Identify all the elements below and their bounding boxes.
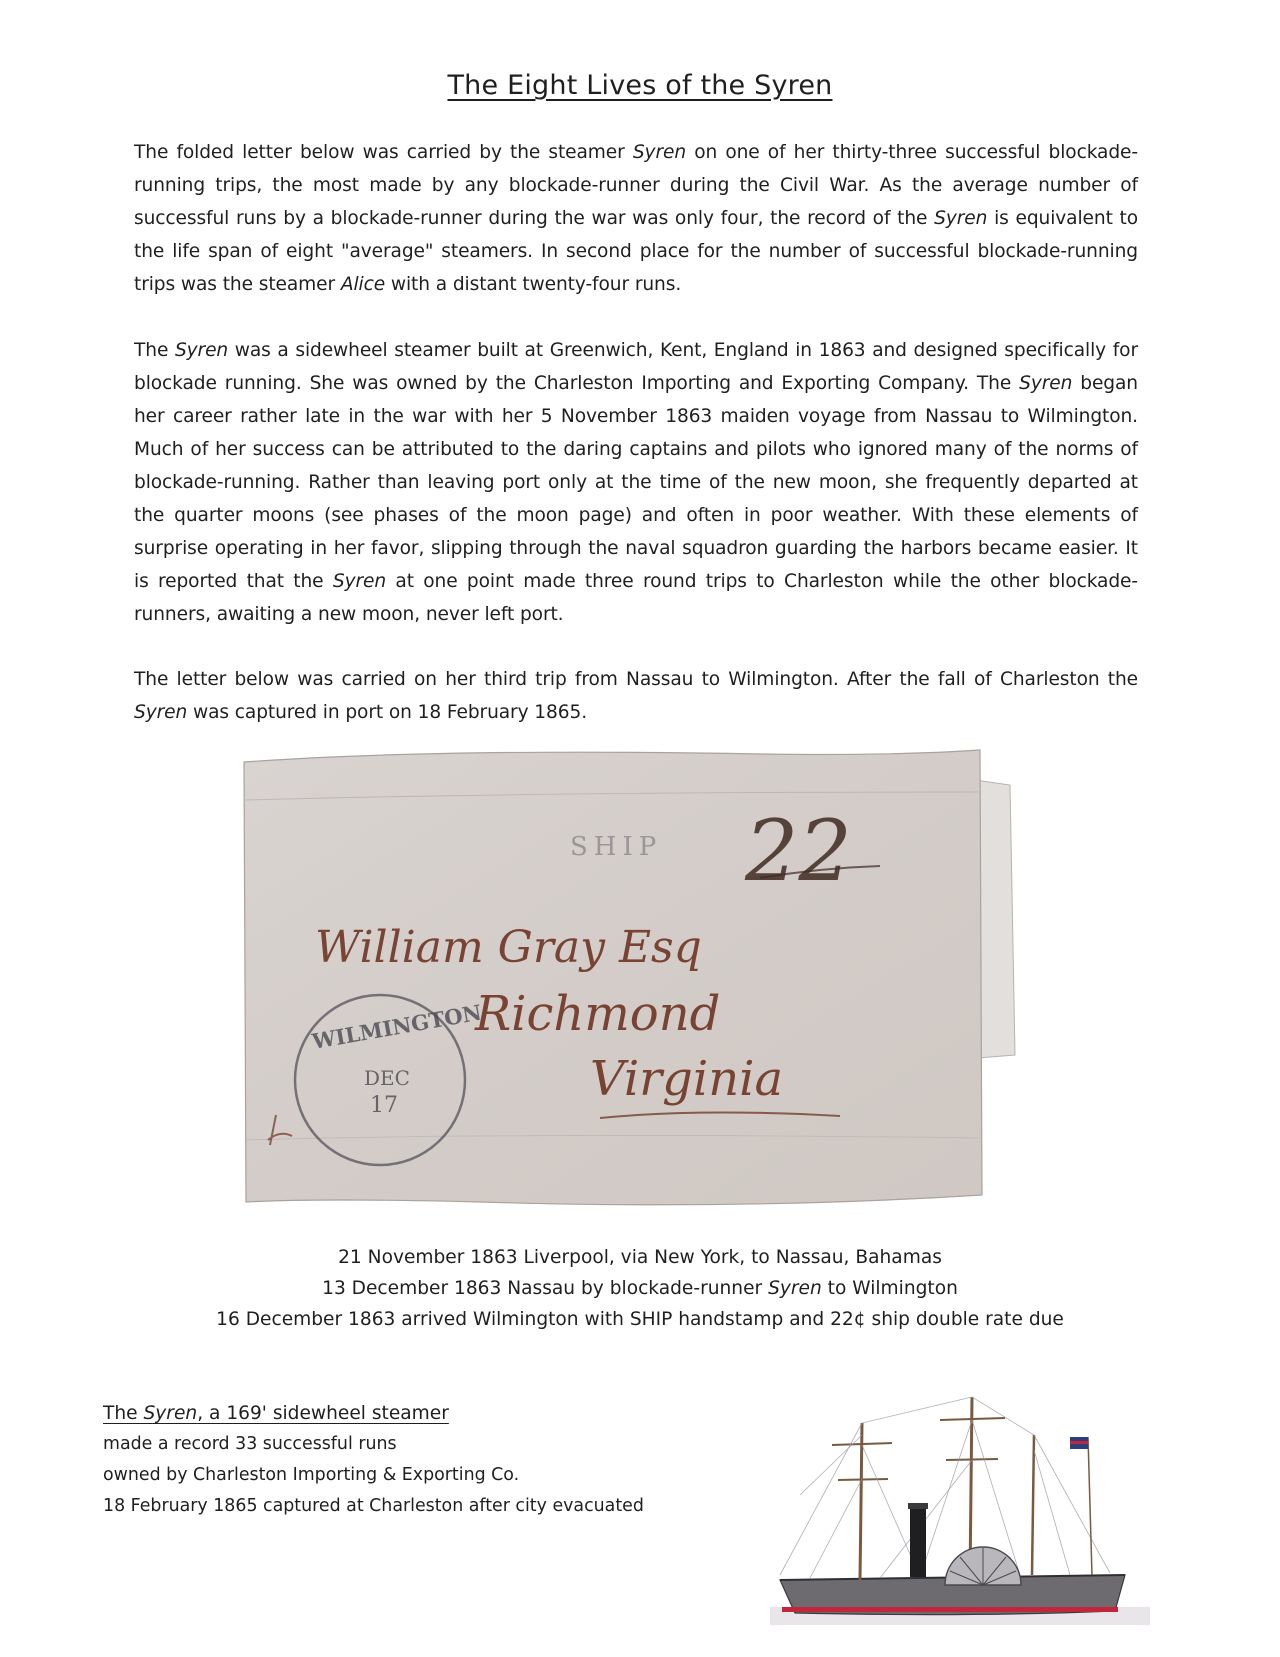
letter-cover-image — [240, 740, 1040, 1225]
text-run: , a 169' sidewheel steamer — [197, 1403, 449, 1424]
caption-line-1: 21 November 1863 Liverpool, via New York, to Nassau, Bahamas — [338, 1247, 942, 1268]
hull-stripe — [782, 1607, 1118, 1612]
cover-caption — [0, 1242, 1280, 1335]
caption-line-2 — [0, 1273, 1280, 1304]
text-run: The letter below was carried on her third trip from Nassau to Wilmington. After the fall of Charleston the — [134, 669, 1138, 690]
text-run: began her career rather late in the war with her 5 November 1863 maiden voyage from Nassau to Wilmington. Much of her success can be attributed to the daring captains and pilots who ignored many of the norms of blockade-running. Rather than leaving port only at the time of the new moon, she frequently departed at the quarter moons (see phases of the moon page) and often in poor weather. With these elements of surprise operating in her favor, slipping through the naval squadron guarding the harbors became easier. It is reported that the — [134, 373, 1138, 592]
yard — [946, 1459, 998, 1460]
ship-info-heading — [103, 1398, 644, 1429]
ship-handstamp: SHIP — [570, 832, 663, 862]
ship-name: Syren — [768, 1278, 822, 1299]
text-run: The — [103, 1403, 144, 1424]
postmark-day: 17 — [370, 1093, 398, 1118]
text-run: with a distant twenty-four runs. — [385, 274, 682, 295]
text-run: The — [134, 340, 175, 361]
ship-info-line-2: owned by Charleston Importing & Exporting Co. — [103, 1465, 520, 1485]
rigging — [780, 1397, 1110, 1578]
ship-name: Syren — [934, 208, 988, 229]
yard — [838, 1479, 888, 1480]
smokestack — [910, 1503, 926, 1577]
ship-name: Syren — [1019, 373, 1073, 394]
ship-info-block — [103, 1398, 644, 1522]
flagstaff — [1088, 1437, 1092, 1575]
address-line-3: Virginia — [590, 1051, 784, 1107]
intro-paragraph — [134, 136, 1138, 301]
text-run: at one point made three round trips to Charleston while the other blockade-runners, awaiting a new moon, never left port. — [134, 571, 1138, 625]
postmark-town: WILMINGTON — [310, 999, 484, 1054]
yard — [832, 1443, 892, 1445]
ship-name: Alice — [340, 274, 386, 295]
ship-info-line-1: made a record 33 successful runs — [103, 1434, 397, 1454]
steamer-illustration — [770, 1375, 1150, 1630]
rate-marking: 22 — [745, 802, 852, 900]
ship-name: Syren — [174, 340, 229, 361]
caption-line-3: 16 December 1863 arrived Wilmington with SHIP handstamp and 22¢ ship double rate due — [216, 1309, 1064, 1330]
address-line-1: William Gray Esq — [315, 922, 702, 973]
text-run: was captured in port on 18 February 1865. — [187, 702, 588, 723]
folded-letter-cover — [240, 740, 1040, 1225]
steamer-drawing — [770, 1375, 1150, 1630]
text-run: to Wilmington — [821, 1278, 958, 1299]
postmark-month: DEC — [364, 1066, 410, 1090]
history-paragraph — [134, 334, 1138, 631]
yard — [940, 1418, 1005, 1420]
ship-name: Syren — [332, 571, 387, 592]
text-run: 13 December 1863 Nassau by blockade-runner — [322, 1278, 769, 1299]
ship-name: Syren — [143, 1403, 198, 1424]
ship-info-line-3: 18 February 1865 captured at Charleston after city evacuated — [103, 1496, 644, 1516]
ship-name: Syren — [134, 702, 188, 723]
page-title: The Eight Lives of the Syren — [447, 70, 833, 101]
text-run: is equivalent to the life span of eight "average" steamers. In second place for the number of successful blockade-running trips was the steamer — [134, 208, 1138, 295]
ship-name: Syren — [632, 142, 687, 163]
letter-paragraph — [134, 663, 1138, 729]
fore-mast — [860, 1423, 862, 1580]
smokestack-band — [908, 1503, 928, 1509]
text-run: on one of her thirty-three successful blockade-running trips, the most made by any blockade-runner during the Civil War. As the average number of successful runs by a blockade-runner during the war was only four, the record of the — [134, 142, 1138, 229]
ensign-stripe — [1070, 1441, 1088, 1444]
text-run: was a sidewheel steamer built at Greenwich, Kent, England in 1863 and designed specifically for blockade running. She was owned by the Charleston Importing and Exporting Company. The — [134, 340, 1138, 394]
mizzen-mast — [1032, 1435, 1034, 1575]
address-line-2: Richmond — [475, 986, 721, 1042]
text-run: The folded letter below was carried by the steamer — [134, 142, 633, 163]
